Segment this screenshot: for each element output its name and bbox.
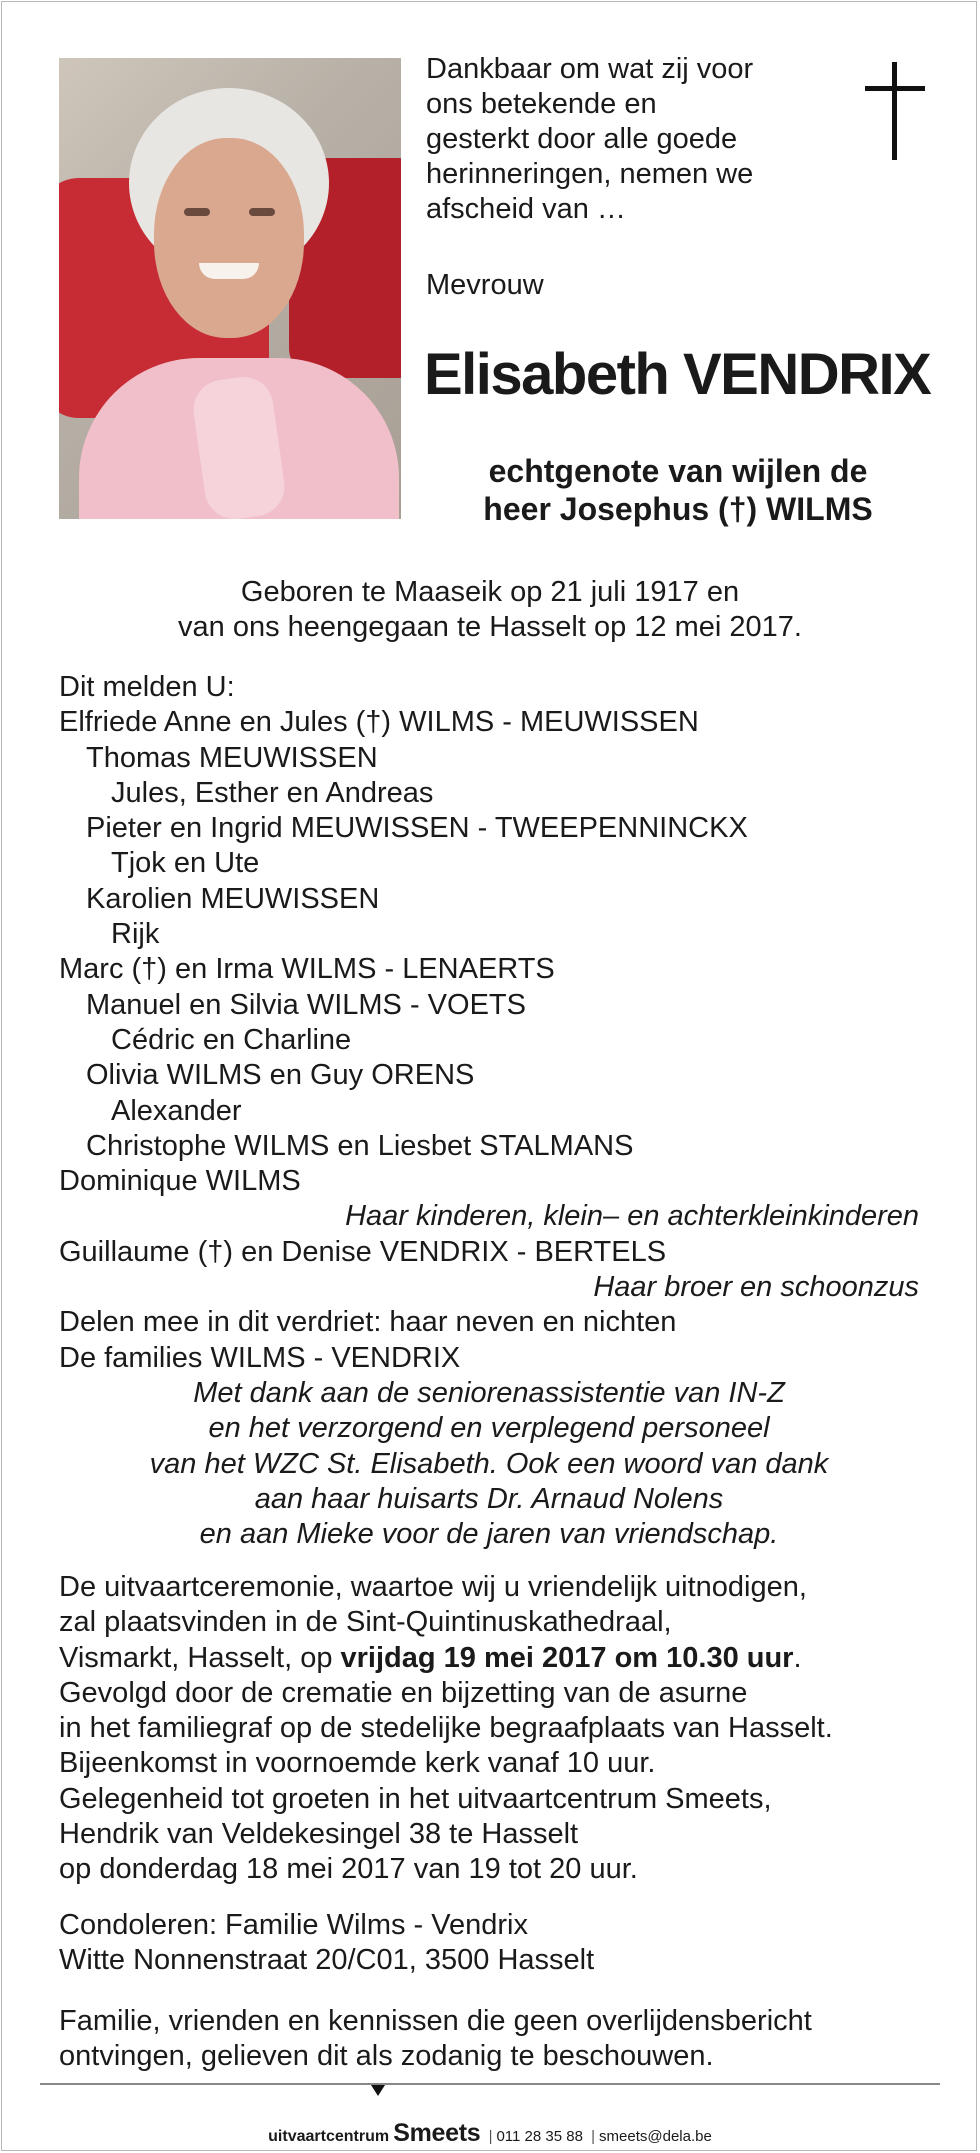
family-line: Thomas MEUWISSEN bbox=[86, 741, 378, 774]
footer-email: smeets@dela.be bbox=[599, 2128, 712, 2145]
footer-separator: | bbox=[591, 2128, 596, 2145]
family-line: Olivia WILMS en Guy ORENS bbox=[86, 1059, 475, 1092]
intro-line: afscheid van … bbox=[426, 193, 626, 225]
ceremony-line: in het familiegraf op de stedelijke begraafplaats van Hasselt. bbox=[59, 1712, 833, 1745]
photo-eye bbox=[184, 208, 210, 216]
family-line: Dominique WILMS bbox=[59, 1165, 301, 1198]
ceremony-line: Gelegenheid tot groeten in het uitvaartcentrum Smeets, bbox=[59, 1782, 772, 1815]
family-line: Cédric en Charline bbox=[111, 1023, 352, 1056]
intro-line: ons betekende en bbox=[426, 88, 657, 120]
family-line: Alexander bbox=[111, 1094, 242, 1127]
ceremony-line bbox=[59, 1641, 929, 1676]
cross-icon bbox=[865, 62, 925, 160]
thanks-line: van het WZC St. Elisabeth. Ook een woord van dank bbox=[149, 1447, 829, 1480]
family-list bbox=[59, 670, 919, 1552]
spouse-line: heer Josephus (†) WILMS bbox=[483, 491, 873, 527]
family-line: De families WILMS - VENDRIX bbox=[59, 1341, 461, 1374]
photo-eye bbox=[249, 208, 275, 216]
deceased-name: Elisabeth VENDRIX bbox=[424, 342, 931, 407]
birth-death-text bbox=[100, 575, 880, 645]
ceremony-line: Hendrik van Veldekesingel 38 te Hasselt bbox=[59, 1818, 579, 1851]
thanks-line: en aan Mieke voor de jaren van vriendschap. bbox=[199, 1518, 779, 1551]
ceremony-text-post: . bbox=[793, 1641, 802, 1674]
relation-caption: Haar broer en schoonzus bbox=[593, 1271, 919, 1304]
closing-text bbox=[59, 2004, 929, 2075]
family-line: Delen mee in dit verdriet: haar neven en nichten bbox=[59, 1306, 677, 1339]
footer-divider bbox=[40, 2083, 940, 2085]
ceremony-text bbox=[59, 1570, 929, 1888]
ceremony-line: Bijeenkomst in voornoemde kerk vanaf 10 uur. bbox=[59, 1747, 656, 1780]
ceremony-line: op donderdag 18 mei 2017 van 19 tot 20 uur. bbox=[59, 1853, 638, 1886]
footer-phone: 011 28 35 88 bbox=[496, 2128, 583, 2145]
intro-line: gesterkt door alle goede bbox=[426, 123, 738, 155]
triangle-marker-icon bbox=[371, 2085, 385, 2096]
footer-separator: | bbox=[488, 2128, 493, 2145]
thanks-line: Met dank aan de seniorenassistentie van IN-Z bbox=[193, 1376, 785, 1409]
condolences-text bbox=[59, 1908, 929, 1979]
intro-text bbox=[426, 52, 826, 227]
ceremony-line: De uitvaartceremonie, waartoe wij u vriendelijk uitnodigen, bbox=[59, 1571, 807, 1603]
born-line: Geboren te Maaseik op 21 juli 1917 en bbox=[240, 576, 740, 608]
condolences-line: Witte Nonnenstraat 20/C01, 3500 Hasselt bbox=[59, 1944, 595, 1977]
closing-line: ontvingen, gelieven dit als zodanig te beschouwen. bbox=[59, 2040, 714, 2073]
relation-caption: Haar kinderen, klein– en achterkleinkinderen bbox=[345, 1200, 919, 1233]
family-line: Marc (†) en Irma WILMS - LENAERTS bbox=[59, 953, 555, 986]
footer-brand-logo: Smeets bbox=[393, 2119, 481, 2147]
family-line: Tjok en Ute bbox=[111, 847, 260, 880]
family-line: Elfriede Anne en Jules (†) WILMS - MEUWISSEN bbox=[59, 706, 699, 739]
footer bbox=[0, 2121, 980, 2149]
family-line: Karolien MEUWISSEN bbox=[86, 882, 380, 915]
family-line: Dit melden U: bbox=[59, 671, 235, 703]
ceremony-text-pre: Vismarkt, Hasselt, op bbox=[59, 1641, 341, 1674]
salutation: Mevrouw bbox=[426, 269, 544, 301]
condolences-line: Condoleren: Familie Wilms - Vendrix bbox=[59, 1909, 528, 1941]
family-line: Rijk bbox=[111, 918, 160, 951]
intro-line: herinneringen, nemen we bbox=[426, 158, 754, 190]
portrait-photo bbox=[59, 58, 401, 519]
family-line: Pieter en Ingrid MEUWISSEN - TWEEPENNINCKX bbox=[86, 812, 748, 845]
photo-smile bbox=[199, 263, 259, 279]
family-line: Christophe WILMS en Liesbet STALMANS bbox=[86, 1129, 634, 1162]
footer-prefix: uitvaartcentrum bbox=[268, 2128, 390, 2145]
intro-line: Dankbaar om wat zij voor bbox=[426, 53, 754, 85]
closing-line: Familie, vrienden en kennissen die geen overlijdensbericht bbox=[59, 2005, 812, 2037]
born-line: van ons heengegaan te Hasselt op 12 mei 2017. bbox=[178, 611, 802, 643]
family-line: Jules, Esther en Andreas bbox=[111, 776, 434, 809]
spouse-line: echtgenote van wijlen de bbox=[488, 453, 868, 489]
photo-face bbox=[154, 138, 304, 338]
thanks-line: aan haar huisarts Dr. Arnaud Nolens bbox=[254, 1482, 724, 1515]
ceremony-line: zal plaatsvinden in de Sint-Quintinuskathedraal, bbox=[59, 1606, 672, 1639]
thanks-line: en het verzorgend en verplegend personeel bbox=[208, 1412, 770, 1445]
spouse-text bbox=[418, 452, 938, 528]
family-line: Manuel en Silvia WILMS - VOETS bbox=[86, 988, 526, 1021]
family-line: Guillaume (†) en Denise VENDRIX - BERTELS bbox=[59, 1235, 667, 1268]
ceremony-line: Gevolgd door de crematie en bijzetting van de asurne bbox=[59, 1676, 748, 1709]
ceremony-date-time: vrijdag 19 mei 2017 om 10.30 uur bbox=[340, 1641, 794, 1674]
